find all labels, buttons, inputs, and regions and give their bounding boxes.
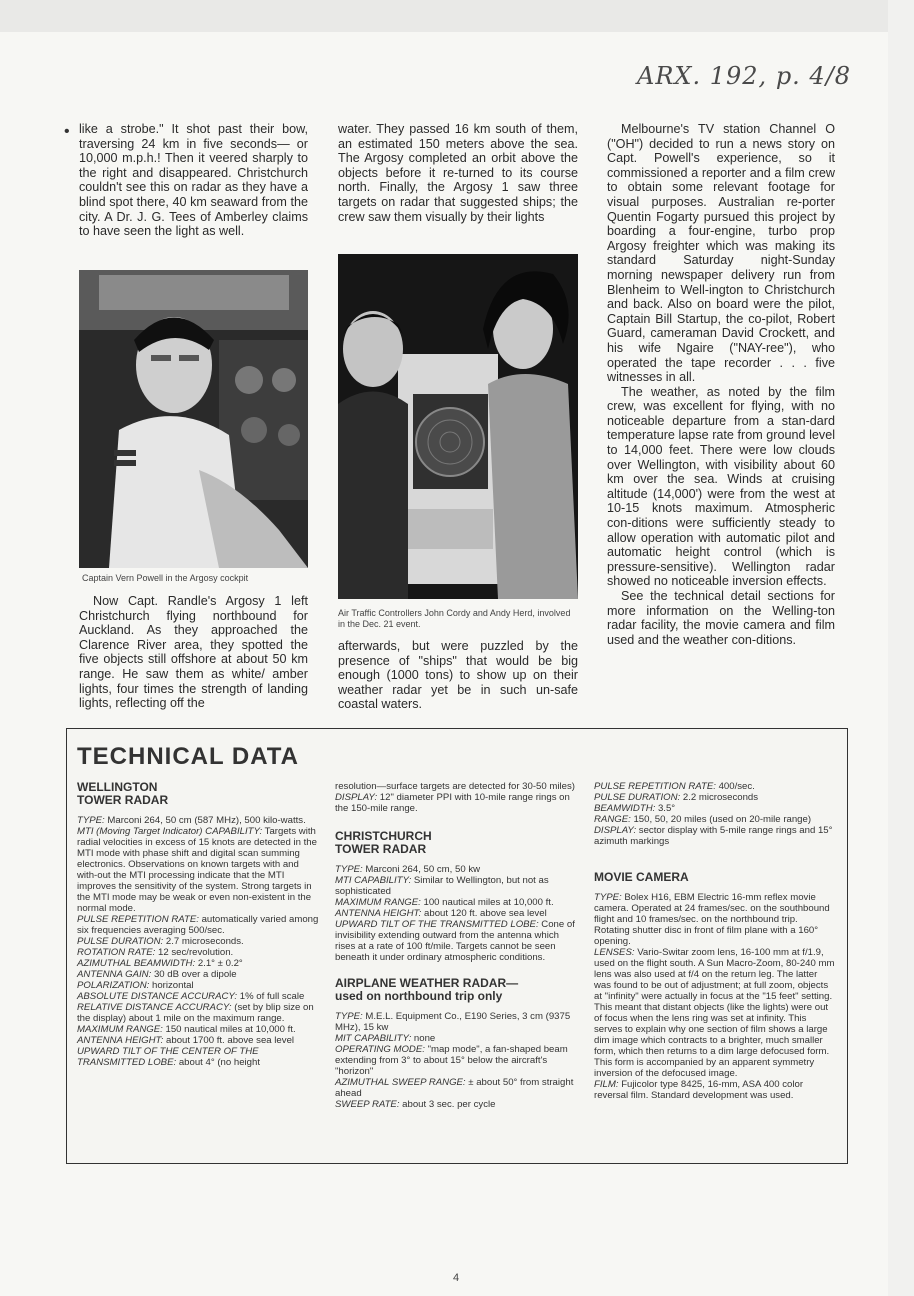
- movie-camera-heading: MOVIE CAMERA: [594, 870, 689, 884]
- spec-label: ANTENNA GAIN:: [77, 969, 152, 980]
- spec-entry: [335, 781, 575, 792]
- col1-top-text: like a strobe." It shot past their bow, traversing 24 km in five seconds— or 10,000 m.p.h.! Then it veered sharply to the right and disappeared. Christchurch couldn't see this on radar as they have a blind spot there, 40 km seaward from the city. A Dr. J. G. Tees of Amberley claims to have seen the light as well.: [79, 122, 308, 239]
- col2-top-text: water. They passed 16 km south of them, an estimated 150 meters above the sea. The Argosy completed an orbit above the objects before it re-turned to its course north. Finally, the Argosy 1 saw three targets on radar that suggested ships; the crew saw them visually by their lights: [338, 122, 578, 224]
- bullet-mark: •: [64, 123, 70, 140]
- spec-label: MAXIMUM RANGE:: [335, 897, 421, 908]
- spec-text: Marconi 264, 50 cm (587 MHz), 500 kilo-watts.: [104, 815, 306, 826]
- spec-text: about 4° (no height: [176, 1057, 261, 1068]
- spec-entry: [335, 897, 575, 908]
- spec-text: 3.5°: [655, 803, 676, 814]
- spec-label: SWEEP RATE:: [335, 1099, 400, 1110]
- controllers-photo-image: [338, 254, 578, 599]
- spec-entry: [77, 1035, 319, 1046]
- spec-entry: [77, 991, 319, 1002]
- spec-label: FILM:: [594, 1079, 619, 1090]
- spec-text: 2.1° ± 0.2°: [195, 958, 243, 969]
- spec-label: MTI CAPABILITY:: [335, 875, 412, 886]
- col3-paragraph-1: Melbourne's TV station Channel O ("OH") decided to run a news story on Capt. Powell's experience, so it commissioned a reporter and a film crew to obtain some relevant footage for visual purposes. Australian re-porter Quentin Fogarty pursued this project by boarding a four-engine, turbo prop Argosy freighter which was making its standard Saturday night-Sunday morning newspaper delivery run from Blenheim to Well-ington to Christchurch and back. Also on board were the pilot, Captain Bill Startup, the co-pilot, Robert Guard, cameraman David Crockett, and his wife Ngaire ("NAY-ree"), who operated the tape recorder . . . five witnesses in all.: [607, 122, 835, 385]
- spec-label: RELATIVE DISTANCE ACCURACY:: [77, 1002, 232, 1013]
- spec-text: (set by blip size on the display) about 1 mile on the maximum range.: [77, 1002, 314, 1024]
- spec-text: 150, 50, 20 miles (used on 20-mile range): [630, 814, 812, 825]
- photo-air-traffic-controllers: [338, 254, 578, 599]
- spec-label: TYPE:: [335, 1011, 363, 1022]
- col2-bottom-text: afterwards, but were puzzled by the presence of "ships" that would be big enough (1000 tons) to show up on their weather radar yet be in such un-safe coastal waters.: [338, 639, 578, 712]
- christchurch-radar-specs: [335, 864, 575, 963]
- col3-paragraph-2: The weather, as noted by the film crew, was excellent for flying, with no noticeable departure from a stan-dard temperature lapse rate from ground level to 14,000 feet. There were low clouds over Wellington, with visibility about 60 km over the sea. Winds at cruising altitude (14,000') were from the west at 10-15 knots maximum. Atmospheric con-ditions were sufficiently steady to allow operation with automatic pilot and automatic height control (which is pressure-sensitive). Wellington radar showed no noticeable inversion effects.: [607, 384, 835, 589]
- spec-entry: [77, 969, 319, 980]
- spec-label: UPWARD TILT OF THE CENTER OF THE TRANSMITTED LOBE:: [77, 1046, 259, 1068]
- archive-note: ARX. 192, p. 4/8: [637, 62, 852, 90]
- spec-text: M.E.L. Equipment Co., E190 Series, 3 cm (9375 MHz), 15 kw: [335, 1011, 571, 1033]
- spec-entry: [594, 814, 836, 825]
- tech-column-2: [335, 781, 575, 1110]
- spec-label: TYPE:: [77, 815, 105, 826]
- spec-label: OPERATING MODE:: [335, 1044, 425, 1055]
- spec-label: AZIMUTHAL BEAMWIDTH:: [77, 958, 196, 969]
- page-number: 4: [453, 1272, 460, 1284]
- spec-text: ± about 50° from straight ahead: [335, 1077, 574, 1099]
- spec-label: MTI (Moving Target Indicator) CAPABILITY:: [77, 826, 263, 837]
- spec-entry: [335, 1044, 575, 1077]
- spec-label: DISPLAY:: [594, 825, 637, 836]
- column-1-bottom: [79, 594, 308, 711]
- spec-text: 2.7 microseconds.: [163, 936, 244, 947]
- spec-text: 100 nautical miles at 10,000 ft.: [420, 897, 554, 908]
- spec-entry: [77, 947, 319, 958]
- spec-label: ROTATION RATE:: [77, 947, 156, 958]
- spec-text: Similar to Wellington, but not as sophisticated: [335, 875, 549, 897]
- column-2-bottom: [338, 639, 578, 712]
- spec-text: "map mode", a fan-shaped beam extending from 3° to about 15° below the aircraft's "horizon": [335, 1044, 568, 1077]
- spec-text: Targets with radial velocities in excess of 15 knots are detected in the MTI mode with phase shift and digital scan summing electronics. Observations on known targets with and with-out the MTI processing indicate that the MTI improves the sensitivity of the system. Strong targets in the MTI mode may be weak or even non-existent in the normal mode.: [77, 826, 317, 914]
- spec-entry: [77, 980, 319, 991]
- spec-text: 12 sec/revolution.: [155, 947, 234, 958]
- wellington-radar-heading: WELLINGTON TOWER RADAR: [77, 780, 169, 807]
- spec-text: Marconi 264, 50 cm, 50 kw: [362, 864, 481, 875]
- column-1-top: [79, 122, 308, 239]
- spec-label: UPWARD TILT OF THE TRANSMITTED LOBE:: [335, 919, 539, 930]
- technical-data-title: TECHNICAL DATA: [77, 743, 299, 770]
- spec-text: Vario-Switar zoom lens, 16-100 mm at f/1.9, used on the flight south. A Sun Macro-Zoom, 80-240 mm lens was also used at f/4 on the return leg. The latter was found to be out of adjustment; at full zoom, objects at "infinity" were actually in focus at the "15 feet" setting. This meant that distant objects (like the lights) were out of focus when the lens ring was set at infinity. This serves to explain why one section of film shows a large dim image which contracts to a brighter, much smaller form, which then returns to a dim large defocused form. This form is accompanied by an apparent symmetry inversion of the defocused image.: [594, 947, 835, 1079]
- column-2-top: [338, 122, 578, 224]
- spec-text: 2.2 microseconds: [680, 792, 759, 803]
- airplane-radar-specs-cont: [594, 781, 836, 847]
- photo2-caption: Air Traffic Controllers John Cordy and Andy Herd, involved in the Dec. 21 event.: [338, 608, 571, 629]
- tech-column-3: [594, 781, 836, 1101]
- spec-label: PULSE DURATION:: [77, 936, 164, 947]
- col1-bottom-text: Now Capt. Randle's Argosy 1 left Christchurch flying northbound for Auckland. As they approached the Clarence River area, they spotted the five objects still offshore at about 50 km range. He saw them as white/ amber lights, four times the strength of landing lights, reflecting off the: [79, 594, 308, 711]
- christchurch-radar-heading: CHRISTCHURCH TOWER RADAR: [335, 829, 432, 856]
- spec-entry: [335, 1011, 575, 1033]
- spec-entry: [335, 875, 575, 897]
- tech-column-1: [77, 781, 319, 1068]
- spec-label: ANTENNA HEIGHT:: [335, 908, 422, 919]
- spec-entry: [594, 892, 836, 947]
- spec-entry: [335, 1033, 575, 1044]
- spec-label: TYPE:: [594, 892, 622, 903]
- spec-text: none: [411, 1033, 436, 1044]
- spec-entry: [77, 1046, 319, 1068]
- spec-entry: [335, 1077, 575, 1099]
- spec-entry: [77, 1024, 319, 1035]
- spec-text: about 1700 ft. above sea level: [163, 1035, 295, 1046]
- spec-entry: [77, 826, 319, 914]
- spec-label: PULSE DURATION:: [594, 792, 681, 803]
- spec-text: 400/sec.: [715, 781, 755, 792]
- spec-text: horizontal: [149, 980, 194, 991]
- spec-entry: [594, 947, 836, 1079]
- spec-label: ANTENNA HEIGHT:: [77, 1035, 164, 1046]
- spec-entry: [77, 958, 319, 969]
- spec-text: 12" diameter PPI with 10-mile range rings on the 150-mile range.: [335, 792, 570, 814]
- spec-text: Cone of invisibility extending outward from the antenna which rises at a rate of 100 ft/mile. Targets cannot be seen beneath it under ordinary atmospheric conditions.: [335, 919, 575, 963]
- spec-text: automatically varied among six frequencies averaging 500/sec.: [77, 914, 319, 936]
- spec-text: sector display with 5-mile range rings and 15° azimuth markings: [594, 825, 833, 847]
- spec-entry: [594, 803, 836, 814]
- spec-text: Bolex H16, EBM Electric 16-mm reflex movie camera. Operated at 24 frames/sec. on the southbound flight and 10 frames/sec. on the northbound trip. Rotating shutter disc in front of film plane with a 160° opening.: [594, 892, 830, 947]
- spec-text: about 120 ft. above sea level: [421, 908, 547, 919]
- cockpit-photo-image: [79, 270, 308, 568]
- spec-label: MAXIMUM RANGE:: [77, 1024, 163, 1035]
- technical-data-box: [66, 728, 848, 1164]
- spec-label: PULSE REPETITION RATE:: [594, 781, 716, 792]
- scan-right-edge: [888, 0, 914, 1296]
- spec-text: 150 nautical miles at 10,000 ft.: [162, 1024, 296, 1035]
- movie-camera-specs: [594, 892, 836, 1101]
- spec-text: about 3 sec. per cycle: [399, 1099, 496, 1110]
- spec-label: MIT CAPABILITY:: [335, 1033, 412, 1044]
- wellington-radar-specs: [77, 815, 319, 1068]
- spec-entry: [335, 1099, 575, 1110]
- spec-label: PULSE REPETITION RATE:: [77, 914, 199, 925]
- spec-label: BEAMWIDTH:: [594, 803, 656, 814]
- spec-entry: [335, 792, 575, 814]
- spec-entry: [77, 1002, 319, 1024]
- spec-label: TYPE:: [335, 864, 363, 875]
- spec-label: ABSOLUTE DISTANCE ACCURACY:: [77, 991, 238, 1002]
- spec-label: RANGE:: [594, 814, 631, 825]
- spec-label: POLARIZATION:: [77, 980, 150, 991]
- spec-entry: [335, 908, 575, 919]
- wellington-radar-specs-cont: [335, 781, 575, 814]
- airplane-radar-specs: [335, 1011, 575, 1110]
- spec-entry: [335, 919, 575, 963]
- spec-text: 1% of full scale: [237, 991, 305, 1002]
- spec-text: 30 dB over a dipole: [151, 969, 237, 980]
- photo1-caption: Captain Vern Powell in the Argosy cockpit: [82, 573, 249, 583]
- spec-entry: [335, 864, 575, 875]
- scan-top-shade: [0, 0, 914, 32]
- spec-entry: [594, 825, 836, 847]
- airplane-radar-heading: AIRPLANE WEATHER RADAR— used on northbound trip only: [335, 976, 519, 1003]
- spec-entry: [77, 914, 319, 936]
- column-3: [607, 122, 835, 647]
- spec-text: resolution—surface targets are detected for 30-50 miles): [335, 781, 575, 792]
- spec-entry: [77, 815, 319, 826]
- spec-entry: [77, 936, 319, 947]
- spec-label: LENSES:: [594, 947, 635, 958]
- spec-label: AZIMUTHAL SWEEP RANGE:: [335, 1077, 466, 1088]
- spec-text: Fujicolor type 8425, 16-mm, ASA 400 color reversal film. Standard development was used.: [594, 1079, 804, 1101]
- photo-captain-cockpit: [79, 270, 308, 568]
- spec-label: DISPLAY:: [335, 792, 378, 803]
- col3-paragraph-3: See the technical detail sections for more information on the Welling-ton radar facility, the movie camera and film used and the weather con-ditions.: [607, 589, 835, 647]
- spec-entry: [594, 792, 836, 803]
- spec-entry: [594, 1079, 836, 1101]
- spec-entry: [594, 781, 836, 792]
